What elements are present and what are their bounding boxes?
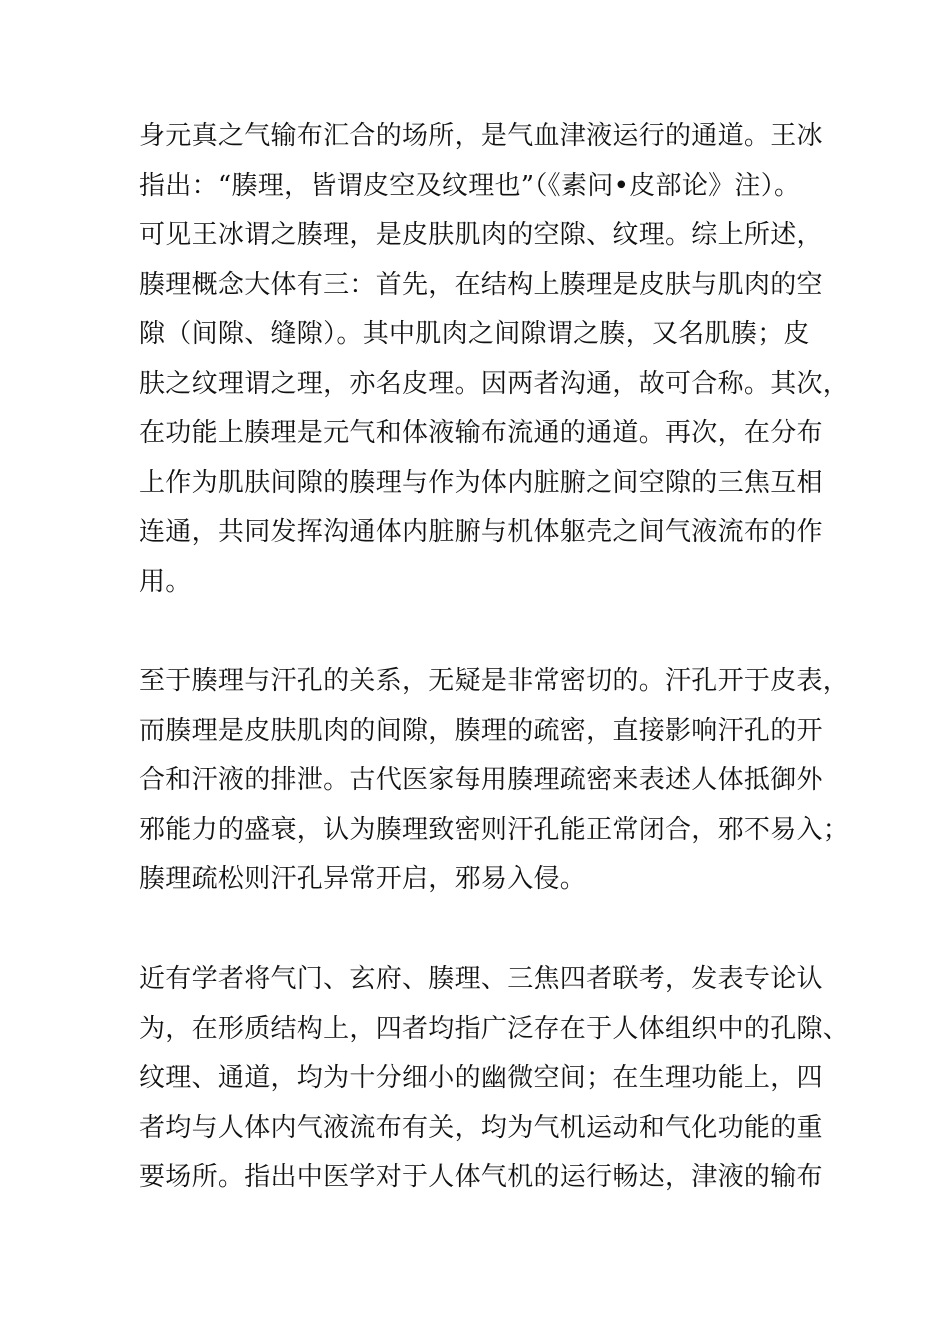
text-line: 连通，共同发挥沟通体内脏腑与机体躯壳之间气液流布的作 xyxy=(139,517,823,547)
text-line: 腠理疏松则汗孔异常开启，邪易入侵。 xyxy=(139,864,587,894)
text-line: 指出：“腠理，皆谓皮空及纹理也”（《素问•皮部论》注）。 xyxy=(139,170,801,201)
text-line: 而腠理是皮肤肌肉的间隙，腠理的疏密，直接影响汗孔的开 xyxy=(139,715,823,746)
text-line: 至于腠理与汗孔的关系，无疑是非常密切的。汗孔开于皮表， xyxy=(139,666,850,696)
text-line: 隙（间隙、缝隙）。其中肌肉之间隙谓之腠，又名肌腠；皮 xyxy=(139,319,810,349)
text-line: 者均与人体内气液流布有关，均为气机运动和气化功能的重 xyxy=(139,1112,823,1143)
text-line: 用。 xyxy=(139,566,192,597)
text-line: 肤之纹理谓之理，亦名皮理。因两者沟通，故可合称。其次， xyxy=(139,368,850,399)
text-line: 近有学者将气门、玄府、腠理、三焦四者联考，发表专论认 xyxy=(139,964,823,994)
text-line: 腠理概念大体有三：首先，在结构上腠理是皮肤与肌肉的空 xyxy=(139,269,823,300)
paragraph-3 xyxy=(139,955,850,1203)
text-line: 为，在形质结构上，四者均指广泛存在于人体组织中的孔隙、 xyxy=(139,1013,850,1044)
text-line: 可见王冰谓之腠理，是皮肤肌肉的空隙、纹理。综上所述， xyxy=(139,220,823,250)
text-line: 要场所。指出中医学对于人体气机的运行畅达，津液的输布 xyxy=(139,1162,823,1192)
paragraph-1 xyxy=(139,112,850,607)
text-line: 纹理、通道，均为十分细小的幽微空间；在生理功能上，四 xyxy=(139,1063,823,1093)
text-line: 合和汗液的排泄。古代医家每用腠理疏密来表述人体抵御外 xyxy=(139,765,823,795)
text-line: 在功能上腠理是元气和体液输布流通的通道。再次，在分布 xyxy=(139,418,823,448)
paragraph-2 xyxy=(139,657,850,905)
text-line: 邪能力的盛衰，认为腠理致密则汗孔能正常闭合，邪不易入； xyxy=(139,814,850,845)
text-line: 身元真之气输布汇合的场所，是气血津液运行的通道。王冰 xyxy=(139,121,823,151)
text-line: 上作为肌肤间隙的腠理与作为体内脏腑之间空隙的三焦互相 xyxy=(139,467,823,498)
